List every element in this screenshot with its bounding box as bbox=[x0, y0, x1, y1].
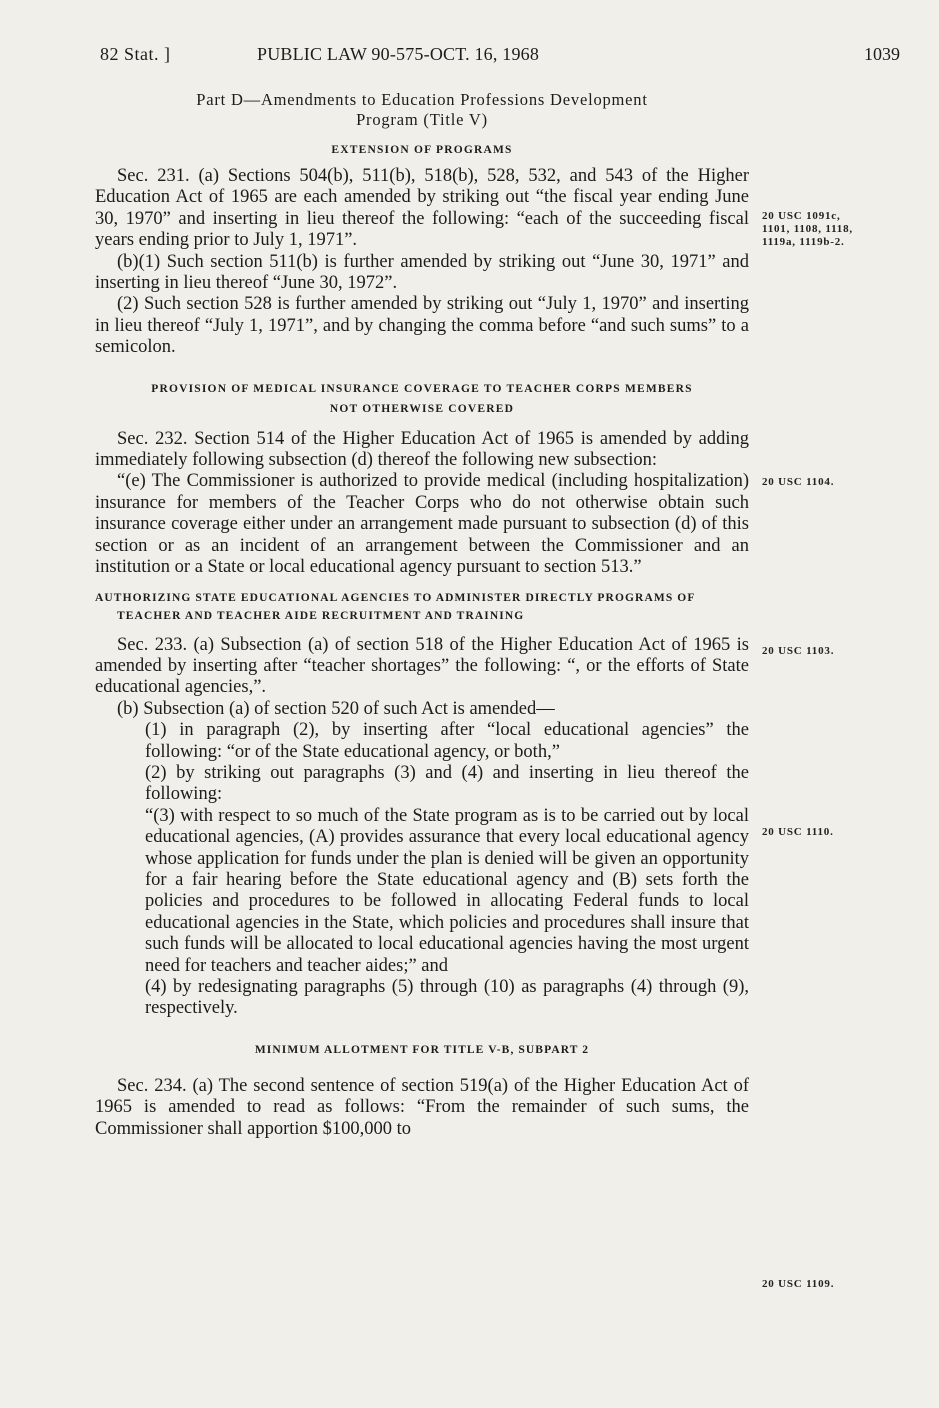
document-body bbox=[95, 90, 749, 1140]
section-233-para-2: (b) Subsection (a) of section 520 of such Act is amended— bbox=[117, 698, 555, 719]
section-231-para-1: Sec. 231. (a) Sections 504(b), 511(b), 518(b), 528, 532, and 543 of the Higher Education Act of 1965 are each amended by striking out “the fiscal year ending June 30, 1970” and inserting in lieu thereof the following: “each of the succeeding fiscal years ending prior to July 1, 1971”. bbox=[95, 166, 749, 251]
section-232-para-1: Sec. 232. Section 514 of the Higher Education Act of 1965 is amended by adding immediately following subsection (d) thereof the following new subsection: bbox=[95, 428, 749, 471]
section-234-para-1: Sec. 234. (a) The second sentence of section 519(a) of the Higher Education Act of 1965 is amended to read as follows: “From the remainder of such sums, the Commissioner shall apportion $100,000 to bbox=[95, 1075, 749, 1139]
part-title-line-2: Program (Title V) bbox=[356, 110, 488, 129]
margin-note-sec-234: 20 USC 1109. bbox=[762, 1278, 835, 1290]
section-232-heading-line-1: PROVISION OF MEDICAL INSURANCE COVERAGE TO TEACHER CORPS MEMBERS bbox=[151, 382, 693, 395]
section-233-para-4: (2) by striking out paragraphs (3) and (4) and inserting in lieu thereof the following: bbox=[145, 762, 749, 805]
section-233-para-6: (4) by redesignating paragraphs (5) through (10) as paragraphs (4) through (9), respectively. bbox=[145, 977, 749, 1019]
section-231-para-3: (2) Such section 528 is further amended by striking out “July 1, 1970” and inserting in lieu thereof “July 1, 1971”, and by changing the comma before “and such sums” to a semicolon. bbox=[95, 294, 749, 358]
section-232-para-2: “(e) The Commissioner is authorized to provide medical (including hospitalization) insurance for members of the Teacher Corps who do not otherwise obtain such insurance coverage either under an arrangement made pursuant to subsection (d) of this section or as an incident of an arrangement between the Commissioner and an institution or a State or local educational agency pursuant to section 513.” bbox=[95, 471, 749, 578]
section-231-heading: EXTENSION OF PROGRAMS bbox=[331, 144, 513, 156]
page-number: 1039 bbox=[864, 44, 900, 64]
margin-note-sec-232-a: 20 USC 1104. bbox=[762, 476, 835, 488]
running-header bbox=[100, 44, 900, 70]
section-233-heading: AUTHORIZING STATE EDUCATIONAL AGENCIES TO ADMINISTER DIRECTLY PROGRAMS OF TEACHER AND TEACHER AIDE RECRUITMENT AND TRAINING bbox=[95, 591, 696, 622]
margin-note-sec-231: 20 USC 1091c, 1101, 1108, 1118, 1119a, 1119b-2. bbox=[762, 210, 853, 248]
section-233-para-5: “(3) with respect to so much of the State program as is to be carried out by local educational agencies, (A) provides assurance that every local educational agency whose application for funds under the plan is denied will be given an opportunity for a fair hearing before the State educational agency and (B) sets forth the policies and procedures to be followed in allocating Federal funds to local educational agencies in the State, which policies and procedures shall insure that such funds will be allocated to local educational agencies having the most urgent need for teachers and teacher aides;” and bbox=[145, 805, 749, 976]
public-law-title: PUBLIC LAW 90-575-OCT. 16, 1968 bbox=[257, 44, 540, 64]
part-title bbox=[95, 90, 749, 130]
margin-note-sec-233: 20 USC 1110. bbox=[762, 826, 834, 838]
margin-note-sec-232-b: 20 USC 1103. bbox=[762, 645, 835, 657]
statute-reference: 82 Stat. ] bbox=[100, 44, 171, 64]
section-233-para-1: Sec. 233. (a) Subsection (a) of section 518 of the Higher Education Act of 1965 is amended by inserting after “teacher shortages” the following: “, or the efforts of State educational agencies,”. bbox=[95, 634, 749, 698]
section-231-para-2: (b)(1) Such section 511(b) is further amended by striking out “June 30, 1971” and inserting in lieu thereof “June 30, 1972”. bbox=[95, 251, 749, 294]
section-234-heading: MINIMUM ALLOTMENT FOR TITLE V-B, SUBPART 2 bbox=[254, 1043, 590, 1056]
section-233-para-3: (1) in paragraph (2), by inserting after “local educational agencies” the following: “or of the State educational agency, or both,” bbox=[145, 720, 749, 762]
part-title-line-1: Part D—Amendments to Education Professions Development bbox=[196, 90, 648, 109]
section-232-heading-line-2: NOT OTHERWISE COVERED bbox=[329, 402, 515, 415]
section-232-heading bbox=[95, 379, 749, 419]
